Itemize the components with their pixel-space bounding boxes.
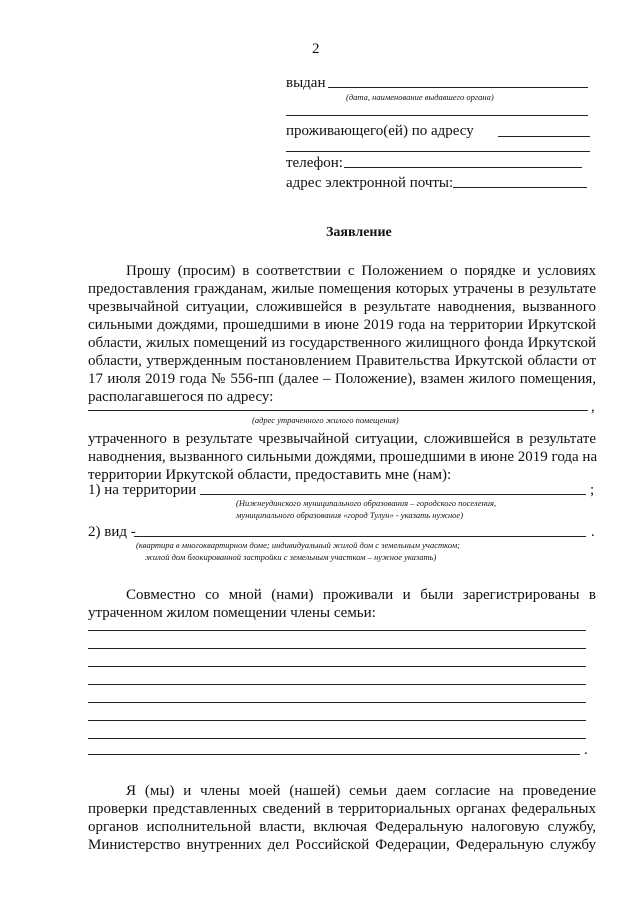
paragraph-provide (88, 430, 596, 484)
issued-field-line[interactable] (328, 87, 588, 88)
family-line[interactable] (88, 702, 586, 703)
text-line: Министерство внутренних дел Российской Федерации, Федеральную службу (88, 837, 596, 853)
item2-label: 2) вид - (88, 524, 136, 540)
address-comma: , (591, 399, 595, 415)
text-line: области, утвержденным постановлением Правительства Иркутской области от (88, 353, 596, 369)
family-line[interactable] (88, 738, 586, 739)
text-line: утраченного в результате чрезвычайной ситуации, сложившейся в результате (88, 431, 596, 447)
item1-caption-2: муниципального образования «город Тулун» - указать нужное) (236, 510, 464, 520)
text-line: органов исполнительной власти, включая Федеральную налоговую службу, (88, 819, 596, 835)
issued-caption: (дата, наименование выдавшего органа) (346, 92, 494, 102)
item1-label: 1) на территории (88, 482, 197, 498)
paragraph-family (88, 586, 596, 622)
page-number: 2 (312, 41, 320, 57)
email-label: адрес электронной почты: (286, 175, 454, 191)
issued-field-line-2[interactable] (286, 115, 588, 116)
family-line[interactable] (88, 720, 586, 721)
address-field-line-2[interactable] (286, 151, 590, 152)
issued-label: выдан (286, 75, 326, 91)
item1-caption-1: (Нижнеудинского муниципального образования – городского поселения, (236, 498, 497, 508)
email-field-line[interactable] (453, 187, 587, 188)
residing-label: проживающего(ей) по адресу (286, 123, 474, 139)
text-line: проверки представленных сведений в территориальных органах федеральных (88, 801, 596, 817)
territory-field-line[interactable] (200, 494, 586, 495)
paragraph-consent (88, 782, 596, 854)
address-caption: (адрес утраченного жилого помещения) (252, 415, 399, 425)
document-title: Заявление (326, 225, 392, 240)
family-line[interactable] (88, 648, 586, 649)
lost-address-field-line[interactable] (88, 410, 588, 411)
text-line: утраченном жилом помещении члены семьи: (88, 605, 376, 621)
item2-caption-1: (квартира в многоквартирном доме; индивидуальный жилой дом с земельным участком; (136, 540, 460, 550)
family-line[interactable] (88, 684, 586, 685)
text-line: Совместно со мной (нами) проживали и были зарегистрированы в (126, 587, 596, 603)
text-line: Прошу (просим) в соответствии с Положением о порядке и условиях (126, 263, 596, 279)
family-line[interactable] (88, 666, 586, 667)
type-field-line[interactable] (134, 536, 586, 537)
text-line: наводнения, вызванного сильными дождями, прошедшими в июне 2019 года на (88, 449, 598, 465)
family-end: . (584, 742, 588, 758)
text-line: 17 июля 2019 года № 556-пп (далее – Положение), взамен жилого помещения, (88, 371, 596, 387)
text-line: предоставления гражданам, жилые помещения которых утрачены в результате (88, 281, 596, 297)
item1-end: ; (590, 482, 595, 498)
text-line: чрезвычайной ситуации, сложившейся в результате наводнения, вызванного (88, 299, 596, 315)
text-line: области, жилых помещений из государственного жилищного фонда Иркутской (88, 335, 596, 351)
family-line[interactable] (88, 754, 580, 755)
family-line[interactable] (88, 630, 586, 631)
item2-end: . (591, 524, 595, 540)
address-field-line[interactable] (498, 136, 590, 137)
item2-caption-2: жилой дом блокированной застройки с земельным участком – нужное указать) (145, 552, 437, 562)
paragraph-application (88, 262, 596, 406)
text-line: сильными дождями, прошедшими в июне 2019 года на территории Иркутской (88, 317, 596, 333)
text-line: территории Иркутской области, предоставить мне (нам): (88, 467, 452, 483)
phone-field-line[interactable] (344, 167, 582, 168)
text-line: Я (мы) и члены моей (нашей) семьи даем согласие на проведение (126, 783, 596, 799)
text-line: располагавшегося по адресу: (88, 389, 274, 405)
phone-label: телефон: (286, 155, 343, 171)
